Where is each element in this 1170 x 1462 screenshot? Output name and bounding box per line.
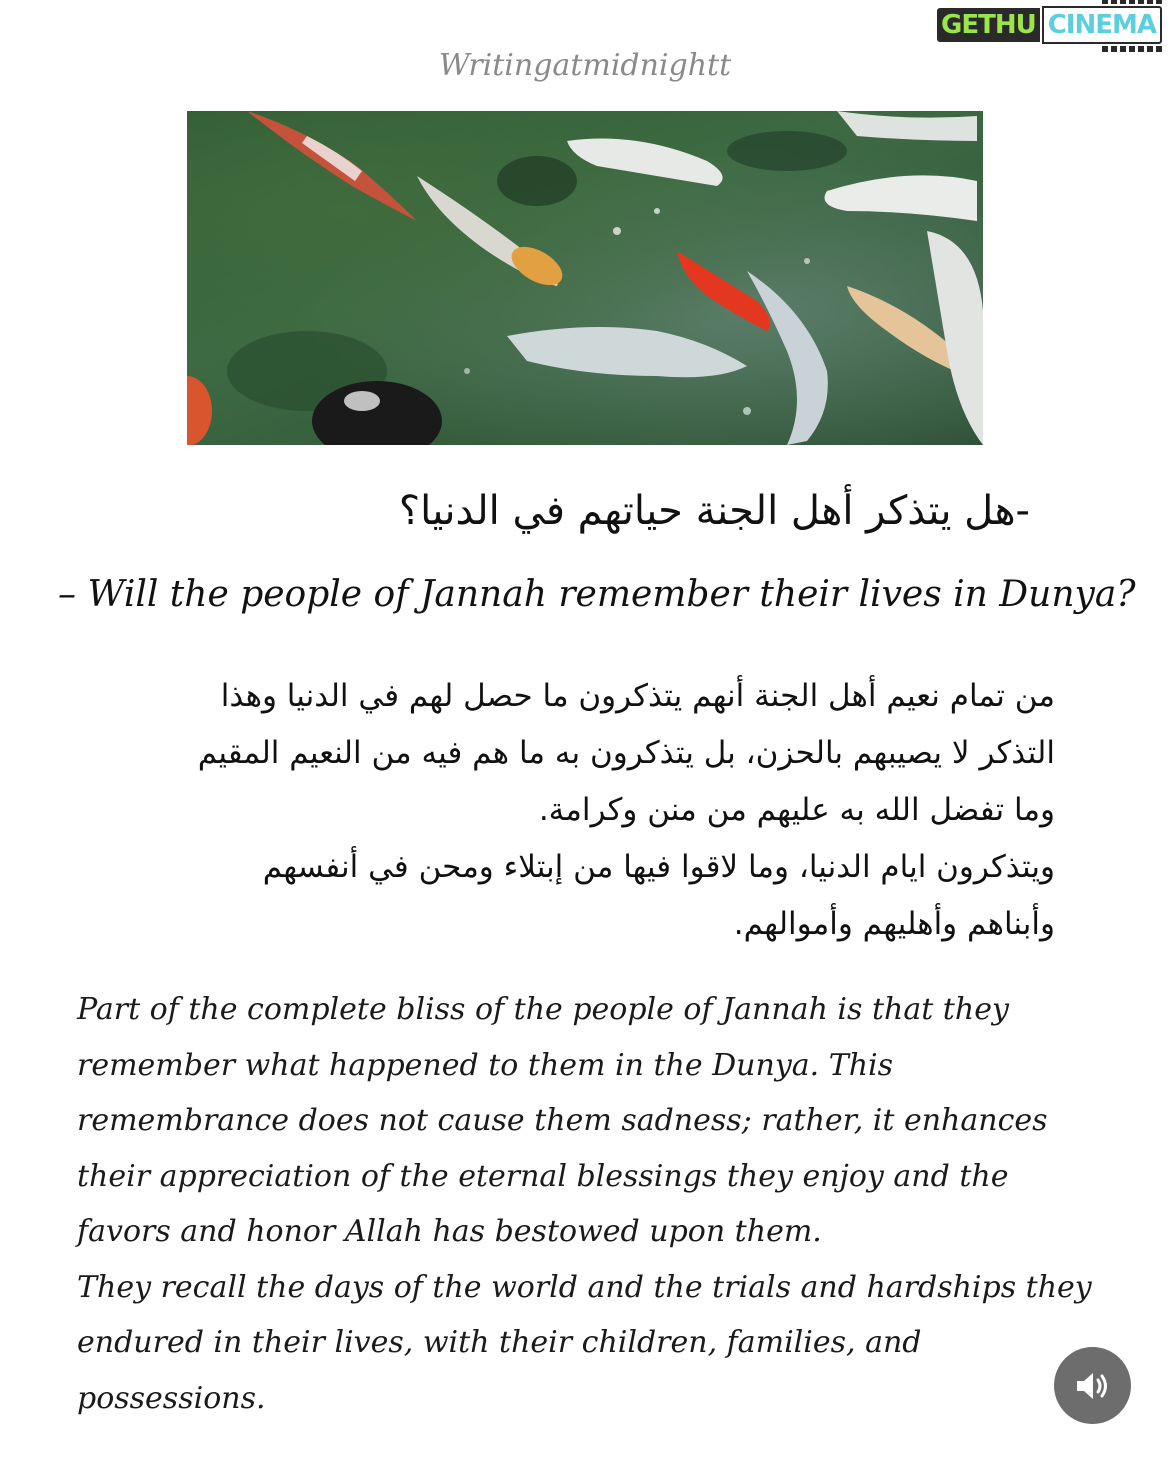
english-heading: – Will the people of Jannah remember their lives in Dunya? <box>58 574 1136 615</box>
arabic-paragraph: من تمام نعيم أهل الجنة أنهم يتذكرون ما حصل لهم في الدنيا وهذا التذكر لا يصيبهم بالحزن، بل يتذكرون به ما هم فيه من النعيم المقيم وما تفضل الله به عليهم من منن وكرامة. <box>197 678 1055 828</box>
koi-fish-photo <box>187 111 983 445</box>
english-paragraph: They recall the days of the world and the trials and hardships they endured in their lives, with their children, families, and possessions. <box>77 1269 1092 1416</box>
audio-toggle-button[interactable] <box>1054 1347 1131 1424</box>
watermark-left: GETHU <box>937 8 1040 42</box>
arabic-paragraph: ويتذكرون ايام الدنيا، وما لاقوا فيها من إبتلاء ومحن في أنفسهم وأبناهم وأهليهم وأموالهم. <box>262 849 1055 942</box>
brand-name: Writingatmidnightt <box>438 48 732 83</box>
english-body <box>77 982 1097 1426</box>
arabic-heading: -هل يتذكر أهل الجنة حياتهم في الدنيا؟ <box>398 488 1030 534</box>
watermark-right: CINEMA <box>1042 6 1162 44</box>
english-paragraph: Part of the complete bliss of the people of Jannah is that they remember what happened to them in the Dunya. This remembrance does not cause them sadness; rather, it enhances their appreciation of the eternal blessings they enjoy and the favors and honor Allah has bestowed upon them. <box>77 992 1048 1249</box>
speaker-icon <box>1074 1369 1112 1403</box>
arabic-body <box>190 668 1055 953</box>
film-strip-icon <box>1102 0 1162 4</box>
koi-fish-pond-photo <box>187 111 983 445</box>
watermark-logo <box>937 6 1162 44</box>
